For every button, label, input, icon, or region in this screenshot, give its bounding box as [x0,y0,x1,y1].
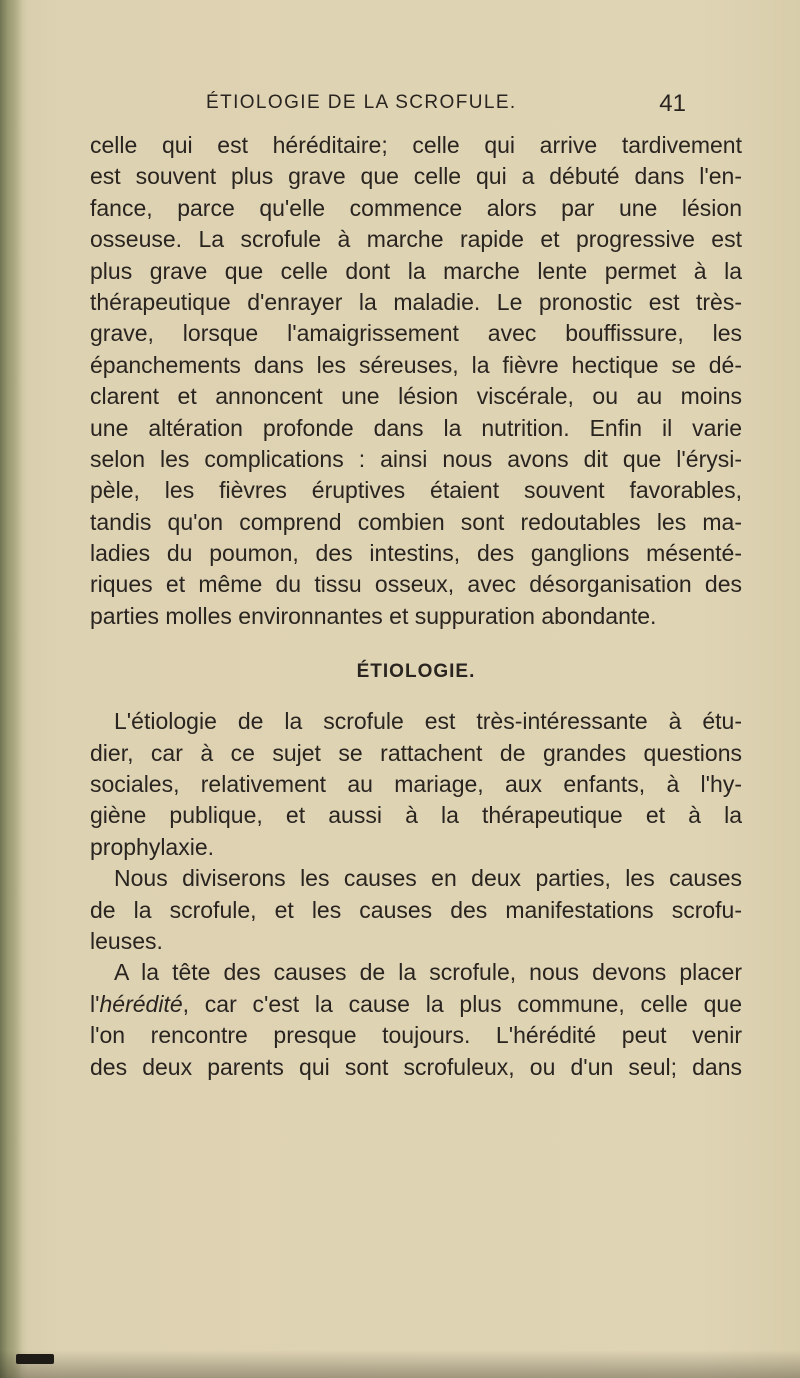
text-line: des deux parents qui sont scrofuleux, ou d'un seul; dans [90,1053,742,1080]
text-line: osseuse. La scrofule à marche rapide et progressive est [90,226,742,253]
text-line: selon les complications : ainsi nous avons dit que l'érysi- [90,445,742,472]
text-line: L'étiologie de la scrofule est très-intéressante à étu- [114,708,742,735]
text-line: leuses. [90,927,163,954]
text-line: de la scrofule, et les causes des manifestations scrofu- [90,896,742,923]
body-text [90,130,742,1083]
text-line: une altération profonde dans la nutrition. Enfin il varie [90,414,742,441]
italic-term-heredity: hérédité [99,990,183,1017]
text-line: thérapeutique d'enrayer la maladie. Le pronostic est très- [90,288,742,315]
page-bottom-shadow [0,1350,800,1378]
text-fragment: , car c'est la cause la plus commune, celle que [182,990,742,1017]
text-line: plus grave que celle dont la marche lente permet à la [90,257,742,284]
text-fragment: l' [90,990,100,1017]
running-head [206,90,686,117]
text-line: dier, car à ce sujet se rattachent de grandes questions [90,739,742,766]
paragraph-prognosis [90,130,742,632]
text-line: clarent et annoncent une lésion viscérale, ou au moins [90,383,742,410]
text-line: grave, lorsque l'amaigrissement avec bouffissure, les [90,320,742,347]
text-line: riques et même du tissu osseux, avec désorganisation des [90,571,742,598]
text-line: ladies du poumon, des intestins, des ganglions mésenté- [90,540,742,567]
paragraph-causes-division [90,863,742,957]
text-line: celle qui est héréditaire; celle qui arrive tardivement [90,132,742,158]
text-line: parties molles environnantes et suppuration abondante. [90,602,657,629]
text-line: pèle, les fièvres éruptives étaient souvent favorables, [90,477,742,504]
text-line: giène publique, et aussi à la thérapeutique et à la [90,802,742,829]
text-line: sociales, relativement au mariage, aux enfants, à l'hy- [90,771,742,798]
text-line: est souvent plus grave que celle qui a débuté dans l'en- [90,163,742,190]
running-title: ÉTIOLOGIE DE LA SCROFULE. [206,92,517,113]
text-line: épanchements dans les séreuses, la fièvre hectique se dé- [90,351,742,378]
page-number: 41 [659,90,686,117]
paragraph-etiology-intro [90,706,742,863]
page-corner-mark [16,1354,54,1364]
text-line-heredity [90,989,742,1020]
text-line: fance, parce qu'elle commence alors par une lésion [90,194,742,221]
text-line: tandis qu'on comprend combien sont redoutables les ma- [90,508,742,535]
text-line: prophylaxie. [90,833,215,860]
paragraph-heredity [90,957,742,1083]
text-line: l'on rencontre presque toujours. L'hérédité peut venir [90,1022,742,1049]
text-line: A la tête des causes de la scrofule, nous devons placer [114,959,742,986]
text-line: Nous diviserons les causes en deux parties, les causes [114,865,742,892]
page-binding-edge [0,0,22,1378]
section-heading: ÉTIOLOGIE. [356,661,476,683]
